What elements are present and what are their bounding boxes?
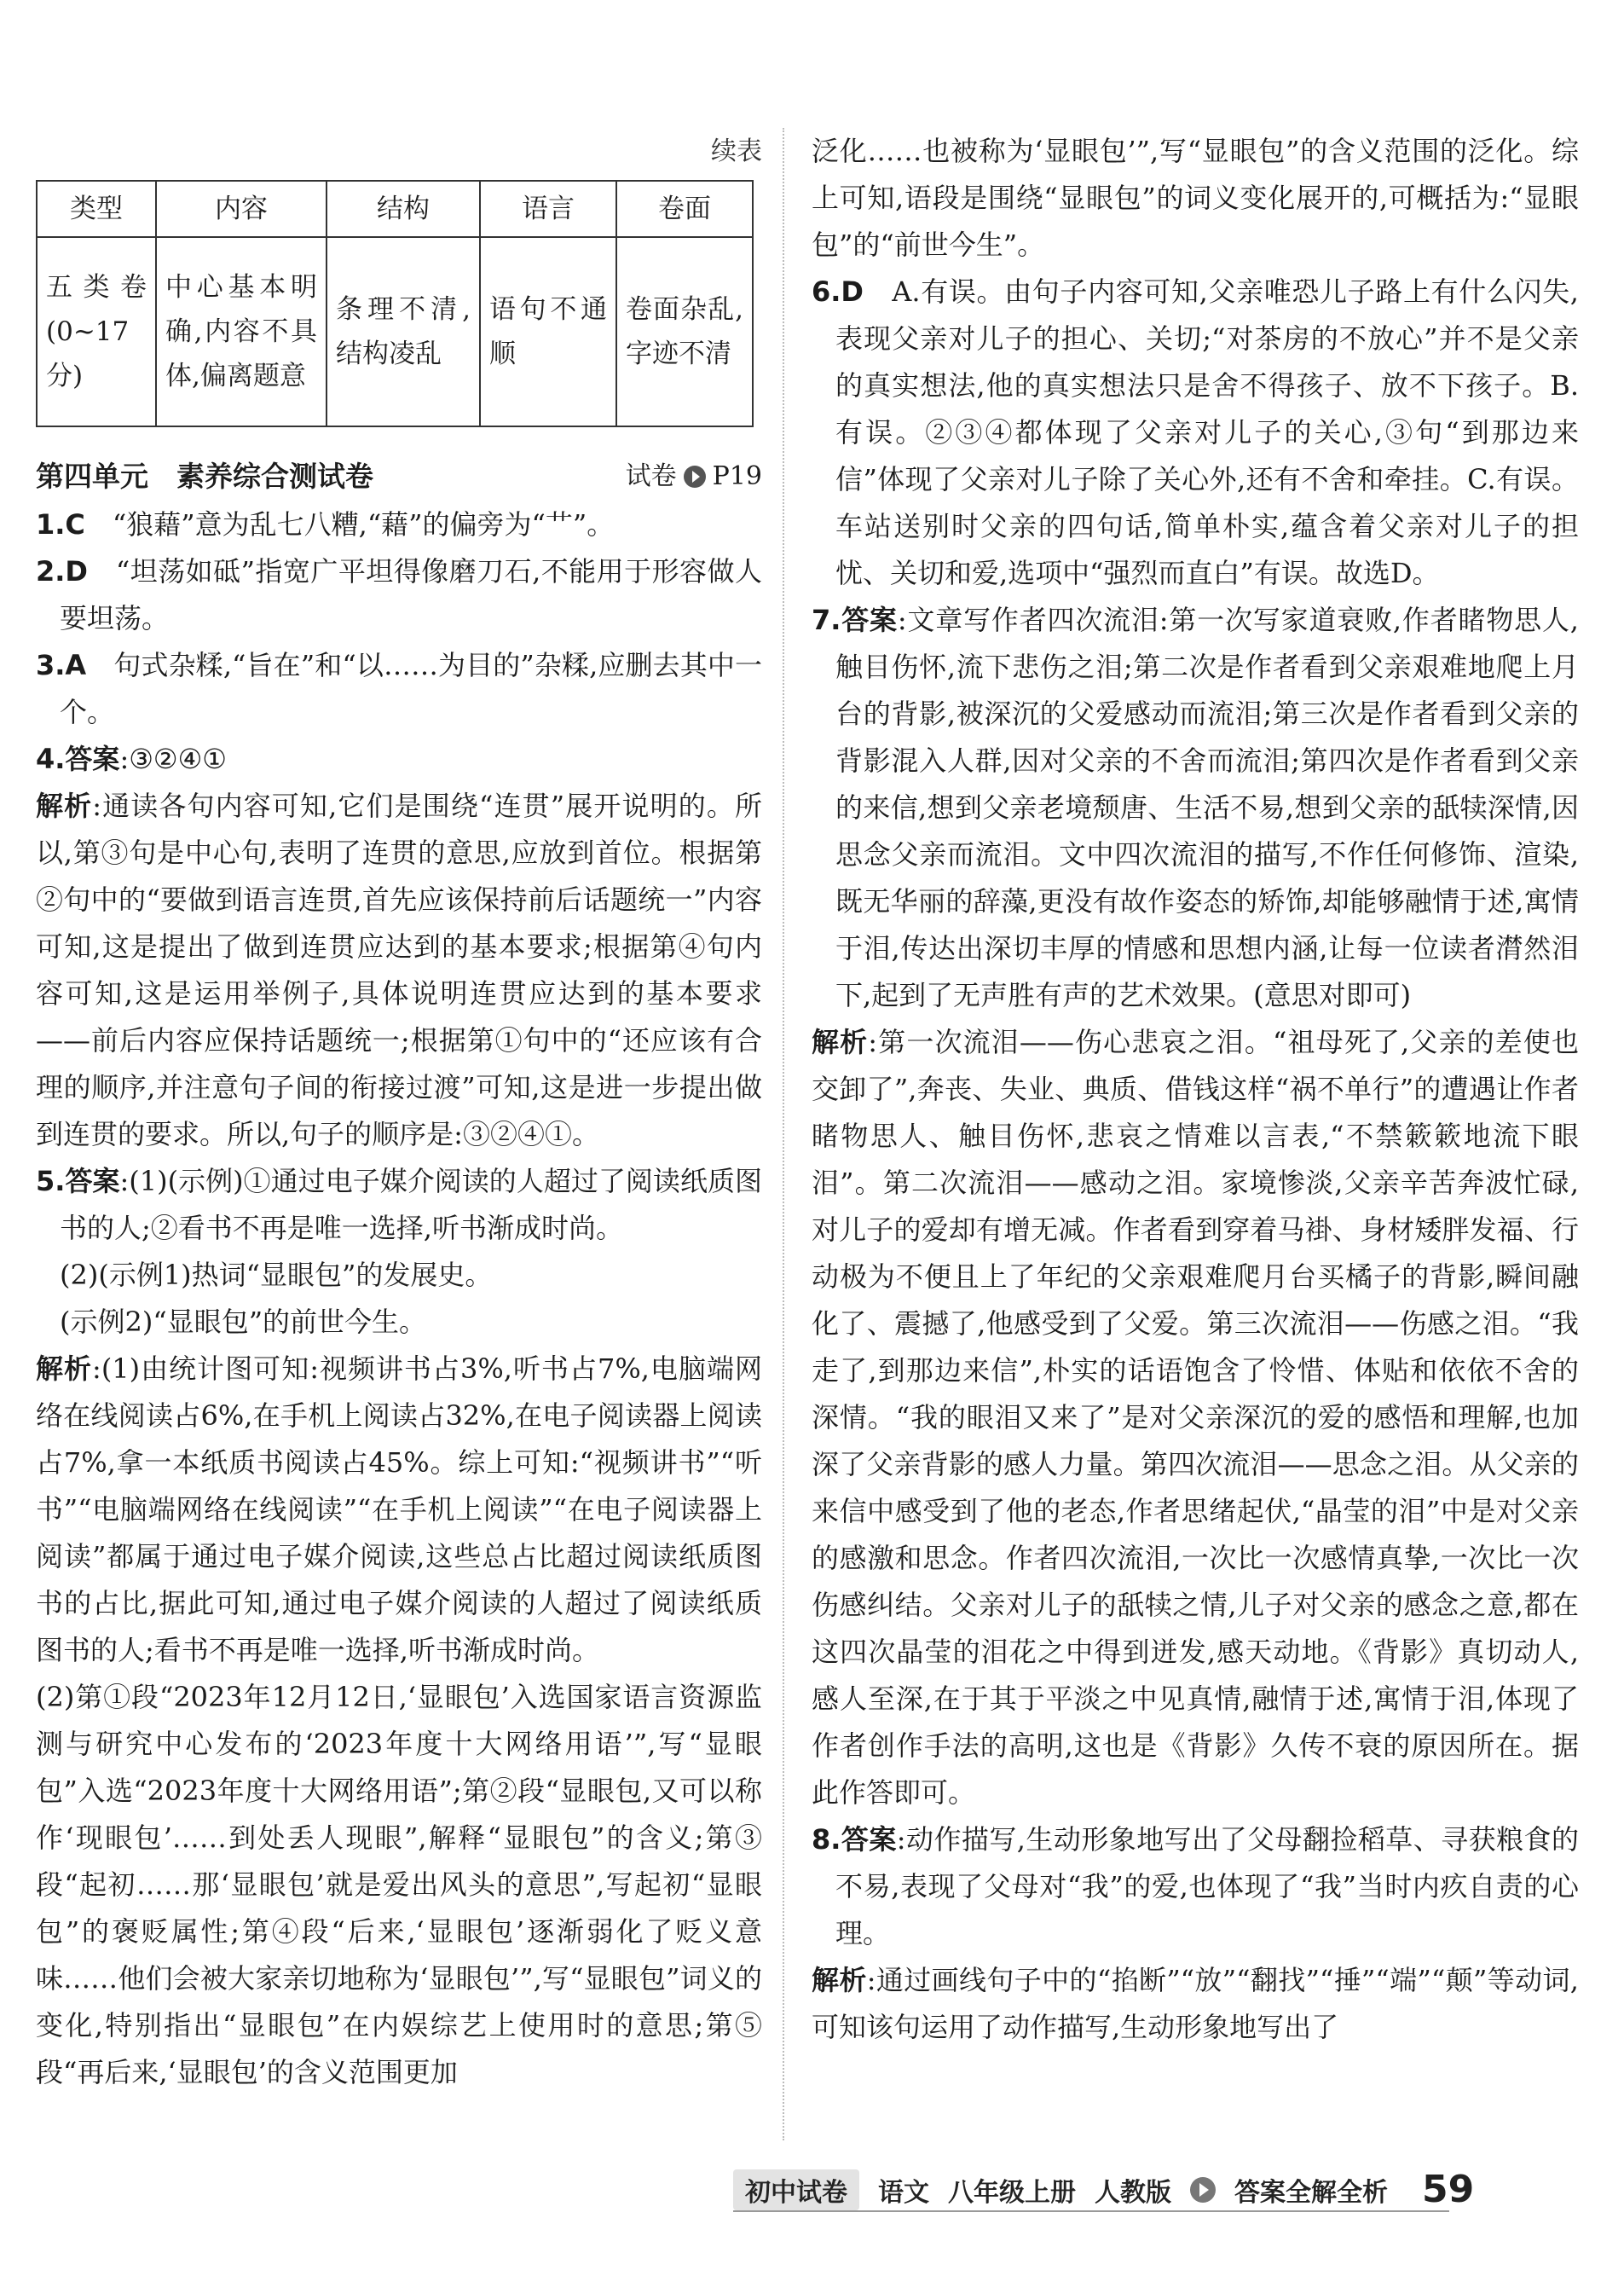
analysis-text: :通过画线句子中的“掐断”“放”“翻找”“捶”“端”“颠”等动词,可知该句运用了动作描写,生动形象地写出了 — [812, 1964, 1579, 2043]
analysis-label: 解析 — [812, 1964, 867, 1996]
question-number: 5. — [36, 1165, 66, 1197]
answer-text: :文章写作者四次流泪:第一次写家道衰败,作者睹物思人,触目伤怀,流下悲伤之泪;第二次是作者看到父亲艰难地爬上月台的背影,被深沉的父爱感动而流泪;第三次是作者看到父亲的背影混入人群,因对父亲的不舍而流泪;第四次是作者看到父亲的来信,想到父亲老境颓唐、生活不易,想到父亲的舐犊深情,因思念父亲而流泪。文中四次流泪的描写,不作任何修饰、渲染,既无华丽的辞藻,更没有故作姿态的矫饰,却能够融情于述,寓情于泪,传达出深切丰厚的情感和思想内涵,让每一位读者潸然泪下,起到了无声胜有声的艺术效果。(意思对即可) — [835, 604, 1579, 1011]
answer-label: 答案 — [841, 1823, 897, 1856]
question-text: 句式杂糅,“旨在”和“以……为目的”杂糅,应删去其中一个。 — [60, 649, 762, 728]
question-5-analysis — [36, 1346, 762, 1674]
footer-brand: 初中试卷 — [733, 2169, 859, 2210]
scoring-table — [36, 180, 754, 427]
question-number: 8. — [812, 1823, 841, 1856]
question-6 — [812, 269, 1579, 597]
question-7-answer — [812, 597, 1579, 1019]
right-column — [812, 128, 1579, 2051]
answer-text: :(1)(示例)①通过电子媒介阅读的人超过了阅读纸质图书的人;②看书不再是唯一选择,听书渐成时尚。 — [60, 1165, 762, 1244]
continued-label: 续表 — [711, 136, 762, 166]
question-number: 6.D — [812, 275, 864, 308]
question-text: “狼藉”意为乱七八糟,“藉”的偏旁为“艹”。 — [112, 508, 615, 541]
table-row — [37, 237, 753, 426]
table-header: 语言 — [480, 181, 616, 237]
table-cell: 卷面杂乱,字迹不清 — [616, 237, 753, 426]
table-cell: 五类卷(0~17分) — [37, 237, 156, 426]
left-column — [36, 128, 762, 2096]
question-2 — [36, 548, 762, 642]
page-footer — [733, 2168, 1474, 2211]
analysis-label: 解析 — [36, 790, 93, 822]
analysis-text: :(1)由统计图可知:视频讲书占3%,听书占7%,电脑端网络在线阅读占6%,在手机上阅读占32%,在电子阅读器上阅读占7%,拿一本纸质书阅读占45%。综上可知:“视频讲书”“听书”“电脑端网络在线阅读”“在手机上阅读”“在电子阅读器上阅读”都属于通过电子媒介阅读,这些总占比超过阅读纸质图书的占比,据此可知,通过电子媒介阅读的人超过了阅读纸质图书的人;看书不再是唯一选择,听书渐成时尚。 — [36, 1352, 762, 1666]
analysis-label: 解析 — [36, 1352, 93, 1385]
footer-grade: 八年级上册 — [948, 2177, 1076, 2208]
table-header: 结构 — [327, 181, 480, 237]
answer-text: :③②④① — [119, 743, 227, 775]
arrow-right-icon — [684, 466, 706, 488]
question-5-answer — [36, 1158, 762, 1252]
test-paper-reference — [626, 453, 762, 500]
table-cell: 中心基本明确,内容不具体,偏离题意 — [156, 237, 327, 426]
question-number: 1.C — [36, 508, 85, 541]
question-4-analysis — [36, 783, 762, 1158]
answer-label: 答案 — [65, 743, 120, 775]
table-header: 卷面 — [616, 181, 753, 237]
table-header-row — [37, 181, 753, 237]
question-8-analysis — [812, 1957, 1579, 2051]
answer-label: 答案 — [841, 604, 898, 636]
question-5-answer-2: (2)(示例1)热词“显眼包”的发展史。 — [60, 1259, 493, 1291]
analysis-text: :第一次流泪——伤心悲哀之泪。“祖母死了,父亲的差使也交卸了”,奔丧、失业、典质、借钱这样“祸不单行”的遭遇让作者睹物思人、触目伤怀,悲哀之情难以言表,“不禁簌簌地流下眼泪”。第二次流泪——感动之泪。家境惨淡,父亲辛苦奔波忙碌,对儿子的爱却有增无减。作者看到穿着马褂、身材矮胖发福、行动极为不便且上了年纪的父亲艰难爬月台买橘子的背影,瞬间融化了、震撼了,他感受到了父爱。第三次流泪——伤感之泪。“我走了,到那边来信”,朴实的话语饱含了怜惜、体贴和依依不舍的深情。“我的眼泪又来了”是对父亲深沉的爱的感悟和理解,也加深了父亲背影的感人力量。第四次流泪——思念之泪。从父亲的来信中感受到了他的老态,作者思绪起伏,“晶莹的泪”中是对父亲的感激和思念。作者四次流泪,一次比一次感情真挚,一次比一次伤感纠结。父亲对儿子的舐犊之情,儿子对父亲的感念之意,都在这四次晶莹的泪花之中得到迸发,感天动地。《背影》真切动人,感人至深,在于其于平淡之中见真情,融情于述,寓情于泪,体现了作者创作手法的高明,这也是《背影》久传不衰的原因所在。据此作答即可。 — [812, 1026, 1579, 1809]
question-8-answer — [812, 1816, 1579, 1957]
question-4-answer — [36, 736, 762, 783]
answer-text: :动作描写,生动形象地写出了父母翻捡稻草、寻获粮食的不易,表现了父母对“我”的爱,也体现了“我”当时内疚自责的心理。 — [835, 1823, 1579, 1949]
footer-subject: 语文 — [878, 2177, 929, 2208]
table-header: 内容 — [156, 181, 327, 237]
unit-title: 第四单元 素养综合测试卷 — [36, 460, 373, 493]
question-number: 2.D — [36, 555, 88, 588]
table-cell: 语句不通顺 — [480, 237, 616, 426]
play-circle-icon — [1190, 2177, 1216, 2203]
question-5-analysis-2: (2)第①段“2023年12月12日,‘显眼包’入选国家语言资源监测与研究中心发布的‘2023年度十大网络用语’”,写“显眼包”入选“2023年度十大网络用语”;第②段“显眼包,又可以称作‘现眼包’……到处丢人现眼”,解释“显眼包”的含义;第③段“起初……那‘显眼包’就是爱出风头的意思”,写起初“显眼包”的褒贬属性;第④段“后来,‘显眼包’逐渐弱化了贬义意味……他们会被大家亲切地称为‘显眼包’”,写“显眼包”词义的变化,特别指出“显眼包”在内娱综艺上使用时的意思;第⑤段“再后来,‘显眼包’的含义范围更加 — [36, 1681, 762, 2088]
column-divider — [783, 128, 784, 2140]
footer-edition: 人教版 — [1095, 2177, 1171, 2208]
analysis-label: 解析 — [812, 1026, 869, 1058]
answer-label: 答案 — [65, 1165, 120, 1197]
question-text: A.有误。由句子内容可知,父亲唯恐儿子路上有什么闪失,表现父亲对儿子的担心、关切;“对茶房的不放心”并不是父亲的真实想法,他的真实想法只是舍不得孩子、放不下孩子。B.有误。②③④都体现了父亲对儿子的关心,③句“到那边来信”体现了父亲对儿子除了关心外,还有不舍和牵挂。C.有误。车站送别时父亲的四句话,简单朴实,蕴含着父亲对儿子的担忧、关切和爱,选项中“强烈而直白”有误。故选D。 — [835, 275, 1579, 589]
unit-header — [36, 453, 762, 500]
footer-series: 答案全解全析 — [1234, 2177, 1388, 2208]
question-number: 7. — [812, 604, 841, 636]
analysis-text: :通读各句内容可知,它们是围绕“连贯”展开说明的。所以,第③句是中心句,表明了连贯的意思,应放到首位。根据第②句中的“要做到语言连贯,首先应该保持前后话题统一”内容可知,这是提出了做到连贯应达到的基本要求;根据第④句内容可知,这是运用举例子,具体说明连贯应达到的基本要求——前后内容应保持话题统一;根据第①句中的“还应该有合理的顺序,并注意句子间的衔接过渡”可知,这是进一步提出做到连贯的要求。所以,句子的顺序是:③②④①。 — [36, 790, 762, 1150]
question-5-answer-3: (示例2)“显眼包”的前世今生。 — [60, 1306, 427, 1338]
question-text: “坦荡如砥”指宽广平坦得像磨刀石,不能用于形容做人要坦荡。 — [60, 555, 762, 634]
table-header: 类型 — [37, 181, 156, 237]
table-cell: 条理不清,结构凌乱 — [327, 237, 480, 426]
page-number: 59 — [1422, 2168, 1475, 2211]
test-paper-label: 试卷 — [625, 461, 677, 491]
footer-rule — [733, 2210, 1449, 2212]
question-number: 4. — [36, 743, 66, 775]
question-3 — [36, 642, 762, 736]
question-7-analysis — [812, 1019, 1579, 1816]
question-5-analysis-continued: 泛化……也被称为‘显眼包’”,写“显眼包”的含义范围的泛化。综上可知,语段是围绕“显眼包”的词义变化展开的,可概括为:“显眼包”的“前世今生”。 — [812, 135, 1579, 261]
question-number: 3.A — [36, 649, 87, 681]
test-paper-page: P19 — [712, 461, 762, 491]
question-1 — [36, 501, 762, 548]
